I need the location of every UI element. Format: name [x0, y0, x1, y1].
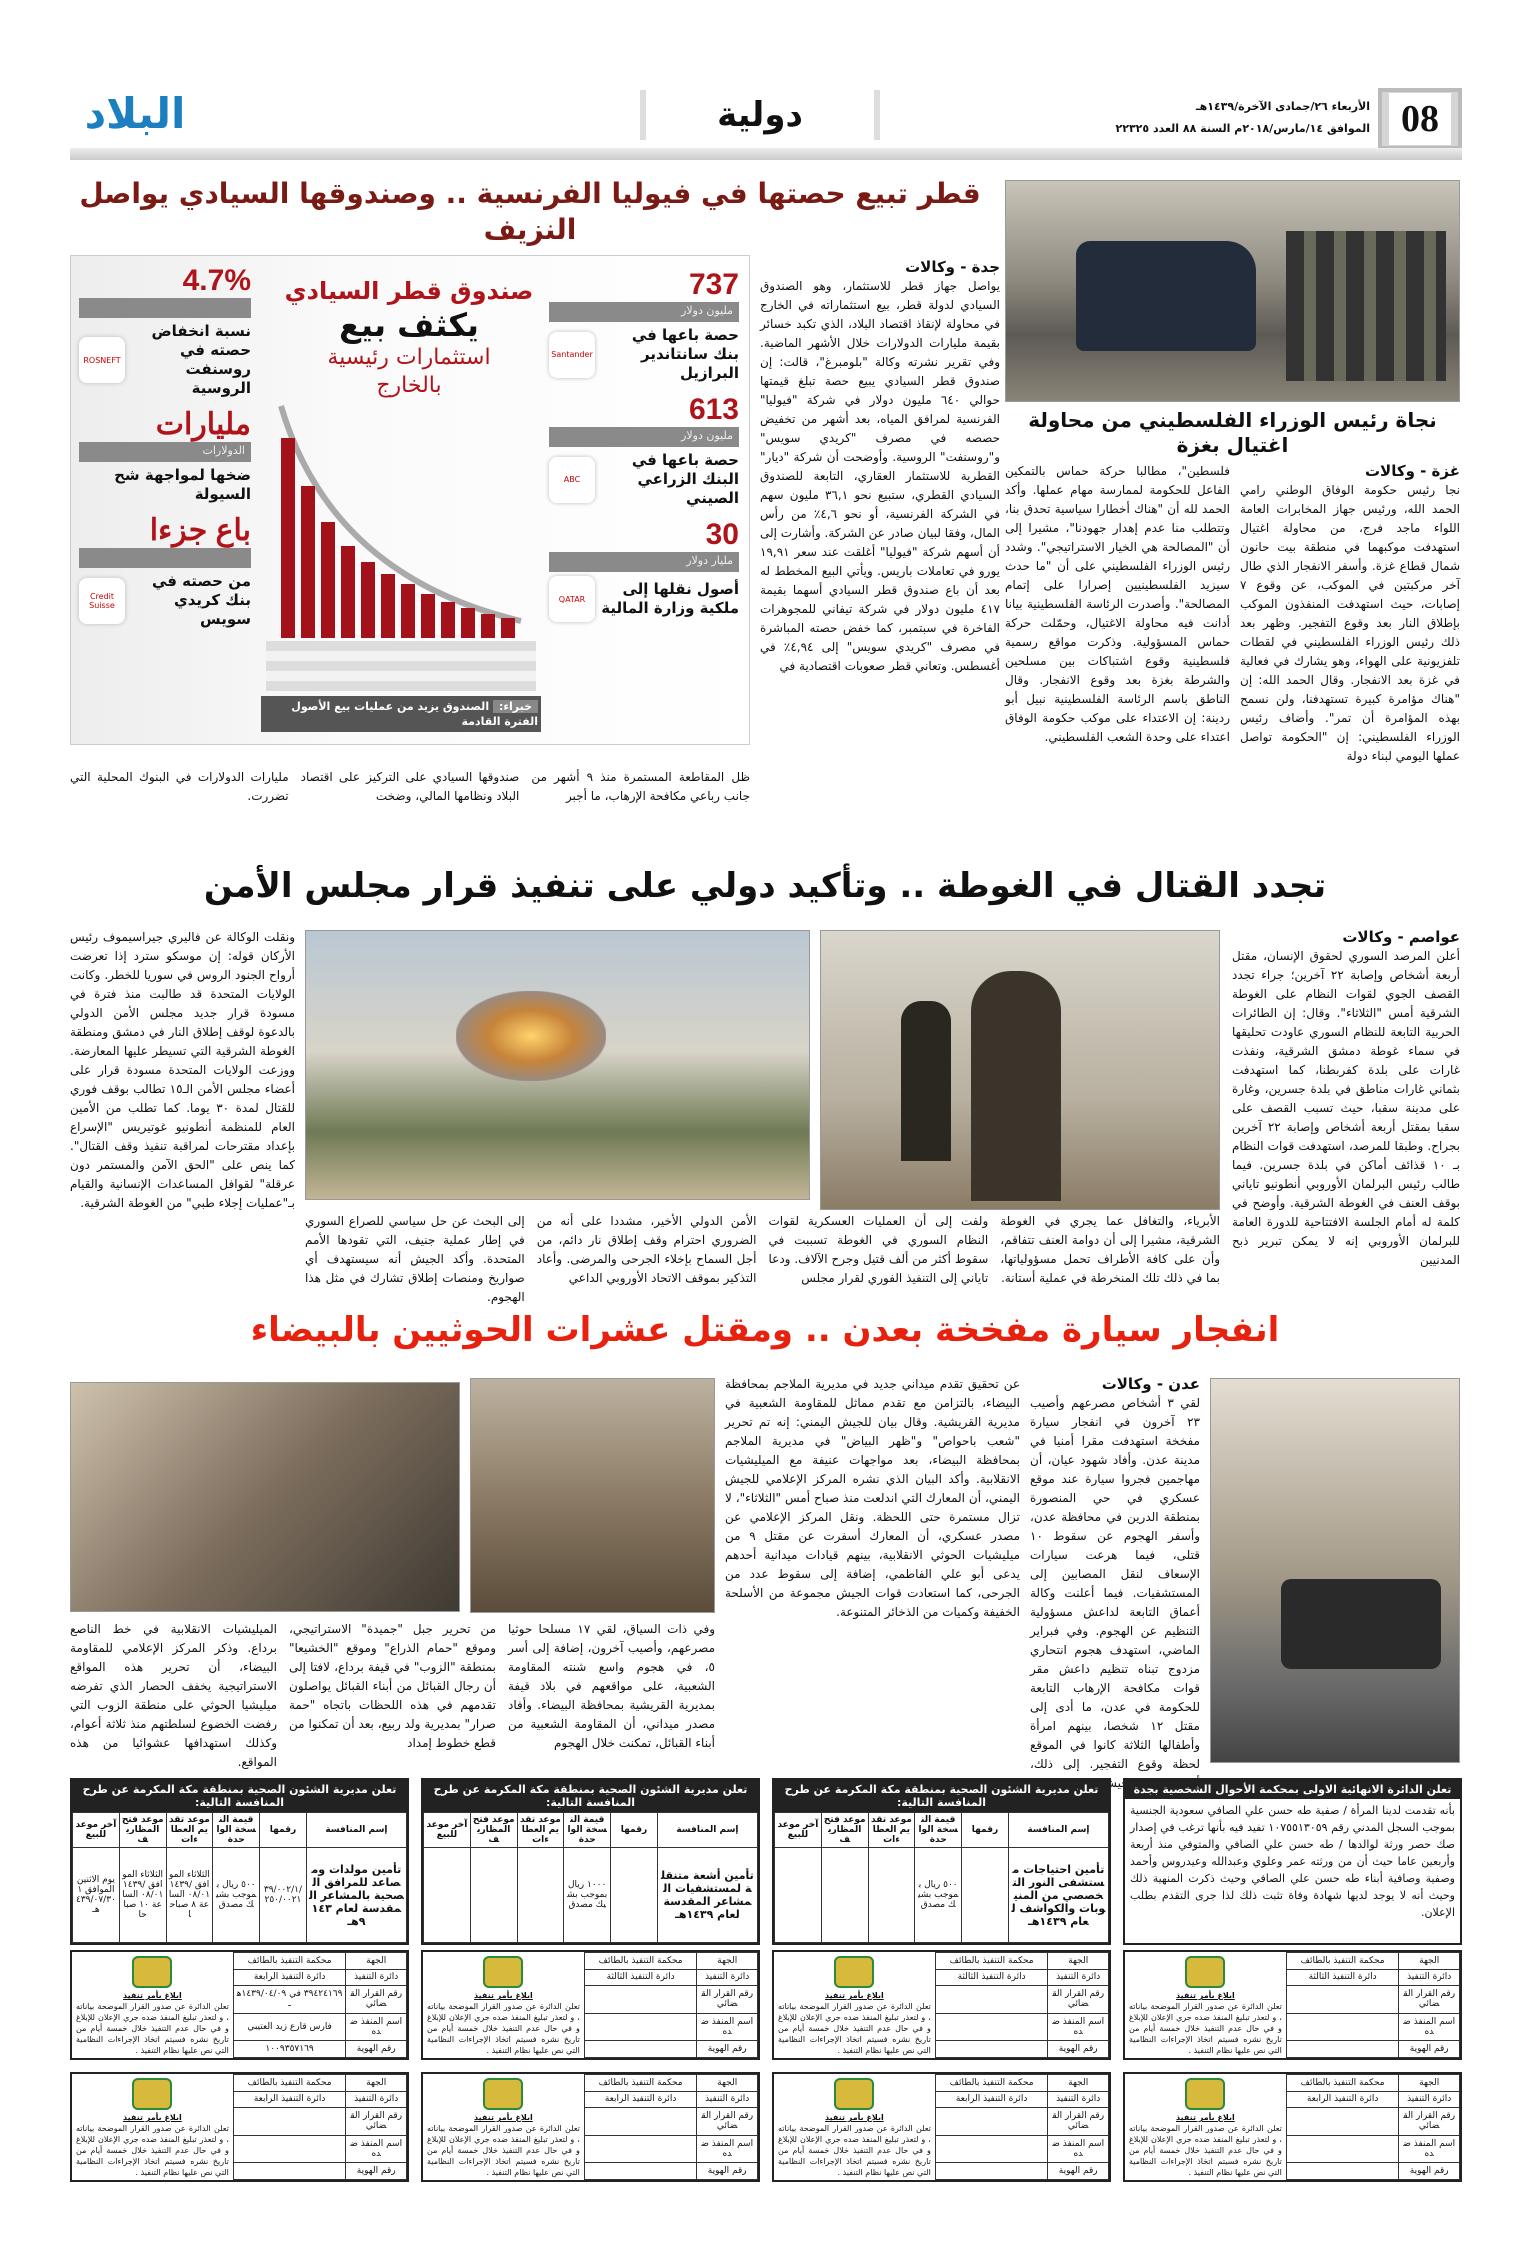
- notice-field-value: دائرة التنفيذ الرابعة: [233, 2091, 346, 2108]
- ghouta-article-right: عواصم - وكالات أعلن المرصد السوري لحقوق الإنسان، مقتل أربعة أشخاص وإصابة ٢٢ آخرين؛ جراء تجدد القصف الجوي لقوات النظام على الغوطة الشرقية أمس "الثلاثاء". وقال: إن الطائرات الحربية التابعة للنظام السوري عاودت تحليقها في سماء غوطة دمشق الشرقية، ونفذت غارات على بلدة كفربطنا، كما استهدفت بثماني غارات مناطق في بلدة جسرين، وغارة على مدينة سقبا، حيث تسبب القصف على سقبا بمقتل أربعة أشخاص وإصابة ٢٢ آخرين بجراح. وطبقا للمرصد، استهدفت قوات النظام بـ ١٠ قذائف أماكن في بلدة جسرين. فيما طالب رئيس البرلمان الأوروبي أنطونيو تاياني بوقف العنف في الغوطة الشرقية. وأوضح في كلمة له أمام الجلسة الافتتاحية للدورة العامة للبرلمان الأوروبي إنه لا يمكن تبرير ذبح المدنيين: [1232, 928, 1461, 1267]
- infographic-quote: خبراء: الصندوق يزيد من عمليات بيع الأصول الفترة القادمة: [261, 696, 541, 732]
- notice-field-value: دائرة التنفيذ الرابعة: [233, 1969, 346, 1986]
- notice-field-label: اسم المنفذ ضده: [346, 2013, 407, 2041]
- notice-title: ابلاغ بأمر تنفيذ: [474, 1991, 533, 2000]
- notice-field-label: الجهة: [1399, 2075, 1460, 2092]
- tender-column-header: قيمة النسخة الواحدة: [213, 1813, 260, 1848]
- notice-field-label: رقم الهوية: [1399, 2041, 1460, 2058]
- notice-field-label: الجهة: [1048, 1953, 1109, 1970]
- notice-field-label: اسم المنفذ ضده: [1399, 2013, 1460, 2041]
- qatar-article-bottom-col: مليارات الدولارات في البنوك المحلية التي تضررت.: [69, 770, 289, 803]
- execution-notice: [70, 1950, 409, 2060]
- tender-notice: [772, 1778, 1111, 1945]
- notice-field-label: الجهة: [1048, 2075, 1109, 2092]
- notice-field-value: دائرة التنفيذ الرابعة: [1286, 2091, 1399, 2108]
- notice-field-value: [935, 2135, 1048, 2163]
- infographic-bar: [481, 614, 495, 638]
- ghouta-article-bottom-col: إلى البحث عن حل سياسي للصراع السوري في إطار عملية جنيف، التي تقودها الأمم المتحدة. وأكد الجيش أنه سيستهدف أي صواريخ ومنصات إطلاق تشارك في مثل هذا الهجوم.: [305, 1214, 525, 1304]
- notice-field-value: ٣٩٤٢٤١٦٩ في ١٤٣٩/٠٤/٠٩هـ: [233, 1986, 346, 2014]
- infographic-stat: [79, 408, 251, 504]
- notice-text: تعلن الدائرة عن صدور القرار الموضحة بياناته ، و لتعذر تبليغ المنفذ ضده جري الإعلان للإبلاغ و في حال عدم التنفيذ خلال خمسة أيام من تاريخ نشره فسيتم اتخاذ الإجراءات النظامية التي نص عليها نظام التنفيذ .: [76, 2002, 229, 2055]
- court-seal-icon: [132, 2078, 172, 2110]
- tender-notice: [421, 1778, 760, 1945]
- notice-field-label: رقم القرار القضائي: [697, 2108, 758, 2136]
- notice-field-label: الجهة: [346, 1953, 407, 1970]
- notice-field-label: رقم القرار القضائي: [1048, 2108, 1109, 2136]
- tender-cell: [470, 1848, 517, 1943]
- tender-column-header: رقمها: [611, 1813, 658, 1848]
- tender-table: [72, 1812, 407, 1943]
- execution-notice: [70, 2072, 409, 2182]
- header-divider: [70, 148, 1462, 160]
- notice-field-label: رقم القرار القضائي: [1048, 1986, 1109, 2014]
- notice-field-label: دائرة التنفيذ: [1048, 1969, 1109, 1986]
- ghouta-article-bottom-col: الأبرياء، والتغافل عما يجري في الغوطة الشرقية، مشيرا إلى أن دوامة العنف تتفاقم، وأن على كافة الأطراف تحمل مسؤولياتها، بما في ذلك تلك المنخرطة في عملية أستانة.: [1000, 1214, 1220, 1285]
- yemen-article-col1: عدن - وكالات لقي ٣ أشخاص مصرعهم وأصيب ٢٣ آخرون في انفجار سيارة مفخخة استهدفت مقرا أمنيا في مدينة عدن. وأفاد شهود عيان، أن مهاجمين فجروا سيارة عند موقع عسكري في حي المنصورة بمنطقة الدرين في محافظة عدن، وأسفر الهجوم عن سقوط ١٠ قتلى، فيما هرعت سيارات الإسعاف لنقل المصابين إلى المستشفيات. فيما أعلنت وكالة أعماق التابعة لداعش مسؤولية التنظيم عن الهجوم. وفي فبراير الماضي، استهدف هجوم انتحاري مزدوج تبناه تنظيم داعش مقر قوات مكافحة الإرهاب التابعة للحكومة في عدن، ما أدى إلى مقتل ١٢ شخصا، بينهم امرأة وأطفالها الثلاثة كانوا في الموقع لحظة وقوع التفجير. إلى ذلك، الجيش: [1030, 1375, 1200, 1790]
- tender-column-header: موعد فتح المظاريف: [821, 1813, 868, 1848]
- court-seal-icon: [132, 1956, 172, 1988]
- tender-title: تعلن مديرية الشئون الصحية بمنطقة مكة المكرمة عن طرح المنافسة التالية:: [423, 1780, 758, 1812]
- tender-table: [774, 1812, 1109, 1943]
- notice-title: ابلاغ بأمر تنفيذ: [825, 2113, 884, 2122]
- infographic-bar: [401, 584, 415, 638]
- stat-text: من حصته في بنك كريدي سويس: [151, 572, 251, 628]
- tender-cell: ٥٠٠ ريال بموجب بشيك مصدق: [915, 1848, 962, 1943]
- qatar-article-bottom-col: صندوقها السيادي على التركيز على اقتصاد البلاد ونظامها المالي، وضخت: [300, 770, 520, 803]
- stat-unit: الدولارات: [79, 442, 251, 462]
- stat-value: 613: [688, 393, 739, 426]
- tender-title: تعلن مديرية الشئون الصحية بمنطقة مكة المكرمة عن طرح المنافسة التالية:: [72, 1780, 407, 1812]
- notice-field-label: اسم المنفذ ضده: [1399, 2135, 1460, 2163]
- tender-column-header: قيمة النسخة الواحدة: [564, 1813, 611, 1848]
- notice-field-value: فارس قارع زيد العتيبي: [233, 2013, 346, 2041]
- infographic-bar: [301, 486, 315, 638]
- notice-field-value: [935, 2108, 1048, 2136]
- tender-cell: [611, 1848, 658, 1943]
- notice-field-value: [1286, 2108, 1399, 2136]
- tender-cell: [868, 1848, 915, 1943]
- notice-field-value: [584, 2013, 697, 2041]
- infographic-bar-chart: [271, 406, 531, 641]
- notice-body: بأنه تقدمت لدينا المرأة / صفية طه حسن علي الصافي سعودية الجنسية بموجب السجل المدني رقم ١٠٧٥٥١٣٠٥٩ تفيد فيه بأنها ترغب في إصدار صك حصر ورثة لوالدها / طه حسن علي الصافي والمتوفي منذ أربعة وأربعين عاما حيث أن من ورثته عمر وعلوي وعبدالله وعيدروس وأحمد وصفية وصافية أبناء طه حسن علي الصافي وحيث ذكرت المنهية ذلك وحيث أنه لا يوجد لديها شهادة وفاة تثبت ذلك لذا جرى التقدم بطلب الإعلان.: [1130, 1804, 1455, 1919]
- infographic-stat: [79, 264, 251, 398]
- court-seal-icon: [834, 1956, 874, 1988]
- stat-unit: [79, 298, 251, 318]
- notice-field-label: رقم القرار القضائي: [1399, 1986, 1460, 2014]
- notice-text: تعلن الدائرة عن صدور القرار الموضحة بياناته ، و لتعذر تبليغ المنفذ ضده جري الإعلان للإبلاغ و في حال عدم التنفيذ خلال خمسة أيام من تاريخ نشره فسيتم اتخاذ الإجراءات النظامية التي نص عليها نظام التنفيذ .: [1129, 2002, 1282, 2055]
- notice-text: تعلن الدائرة عن صدور القرار الموضحة بياناته ، و لتعذر تبليغ المنفذ ضده جري الإعلان للإبلاغ و في حال عدم التنفيذ خلال خمسة أيام من تاريخ نشره فسيتم اتخاذ الإجراءات النظامية التي نص عليها نظام التنفيذ .: [427, 2002, 580, 2055]
- notice-field-value: [935, 2041, 1048, 2058]
- notice-field-value: [1286, 2041, 1399, 2058]
- tender-column-header: رقمها: [260, 1813, 307, 1848]
- gaza-article-col2: فلسطين"، مطالبا حركة حماس بالتمكين الفاعل للحكومة لممارسة مهام عملها. وأكد الحمد لله أن "هناك أخطارا سياسية تحدق بنا، وتتطلب منا عدم إهدار جهودنا"، مشيرا إلى أن "المصالحة هي الخيار الاستراتيجي". وشدد رئيس الوزراء الفلسطيني على أن "ما حدث سيزيد الفلسطينيين إصرارا على إتمام المصالحة". وأصدرت الرئاسة الفلسطينية بيانا أدانت فيه محاولة الاغتيال، وحمّلت حركة حماس المسؤولية. وذكرت مواقع رسمية فلسطينية وقوع اشتباكات بين مسلحين والشرطة بغزة بعد وقوع الانفجار. وقال الناطق باسم الرئاسة الفلسطينية نبيل أبو ردينة: إن الاعتداء على موكب حكومة الوفاق اعتداء على وحدة الشعب الفلسطيني.: [1005, 464, 1230, 744]
- notice-field-label: دائرة التنفيذ: [1399, 2091, 1460, 2108]
- notice-field-label: رقم القرار القضائي: [346, 2108, 407, 2136]
- notice-field-label: رقم الهوية: [697, 2041, 758, 2058]
- tender-column-header: موعد فتح المظاريف: [119, 1813, 166, 1848]
- yemen-article-bottom-col: الميليشيات الانقلابية في خط الناصع برداع. وذكر المركز الإعلامي للمقاومة البيضاء، أن تحرير هذه المواقع الاستراتيجية يخفف الحصار الذي تفرضه ميليشيا الحوثي على منطقة الزوب التي رفضت الخضوع لسلطتهم منذ ثلاثة أعوام، وكذلك استهدافها عشوائيا من هذه المواقع.: [70, 1622, 277, 1769]
- notice-field-label: اسم المنفذ ضده: [1048, 2135, 1109, 2163]
- company-logo-icon: QATAR: [549, 576, 595, 622]
- ghouta-article-bottom-col: الأمن الدولي الأخير، مشددا على أنه من الضروري احترام وقف إطلاق نار دائم، من أجل السماح بإخلاء الجرحى والمرضى. وأعاد التذكير بموقف الاتحاد الأوروبي الداعي: [536, 1214, 757, 1285]
- tender-notice: [70, 1778, 409, 1945]
- infographic-title: صندوق قطر السيادي: [284, 277, 534, 305]
- stat-text: ضخها لمواجهة شح السيولة: [114, 466, 251, 503]
- notice-field-value: [935, 2163, 1048, 2180]
- personal-status-notice: [1123, 1778, 1462, 1945]
- gaza-article-col1: غزة - وكالات نجا رئيس حكومة الوفاق الوطني رامي الحمد الله، ورئيس جهاز المخابرات العامة اللواء ماجد فرج، من محاولة اغتيال استهدفت موكبهما في منطقة بيت حانون شمال قطاع غزة. وأسفر الانفجار الذي طال آخر مركبتين في الموكب، عن وقوع ٧ إصابات، حيث استهدفت المنفذون الموكب بإطلاق النار بعد وقوع التفجير. وظهر بعد ذلك رئيس الوزراء الفلسطيني في لقطات تلفزيونية على الهواء، وهو يشارك في فعالية في غزة بعد الانفجار. وقال الحمد الله: إن "هناك مؤامرة كبيرة تستهدفنا، ولن نسمح بهذه المؤامرة أن تمر". وأضاف رئيس الوزراء الفلسطيني: إن "الحكومة تواصل عملها اليومي لبناء دولة: [1240, 462, 1460, 763]
- notice-field-label: دائرة التنفيذ: [346, 2091, 407, 2108]
- tender-column-header: موعد فتح المظاريف: [470, 1813, 517, 1848]
- aden-blast-photo: [1210, 1378, 1460, 1763]
- court-seal-icon: [483, 2078, 523, 2110]
- notice-text: تعلن الدائرة عن صدور القرار الموضحة بياناته ، و لتعذر تبليغ المنفذ ضده جري الإعلان للإبلاغ و في حال عدم التنفيذ خلال خمسة أيام من تاريخ نشره فسيتم اتخاذ الإجراءات النظامية التي نص عليها نظام التنفيذ .: [778, 2124, 931, 2177]
- notice-field-label: رقم الهوية: [346, 2041, 407, 2058]
- infographic-title-4: بالخارج: [376, 373, 442, 398]
- execution-notice: [1123, 1950, 1462, 2060]
- ghouta-article-left: ونقلت الوكالة عن فاليري جيراسيموف رئيس الأركان قوله: إن موسكو سترد إذا تعرضت أرواح الجنود الروس في سوريا للخطر. وكانت الولايات المتحدة قد طالبت منذ فترة في مسودة قرار جديد مجلس الأمن الدولي بالدعوة لوقف إطلاق النار في دمشق ومنطقة الغوطة الشرقية التي تسيطر عليها المعارضة. ووزعت الولايات المتحدة مسودة قرار على أعضاء مجلس الأمن الـ١٥ تطالب بوقف فوري للقتال لمدة ٣٠ يوما. كما تطلب من الأمين العام للمنظمة أنطونيو غوتيريس "الإسراع بإعداد مقترحات لمراقبة تنفيذ وقف القتال". كما ينص على "الحق الآمن والمستمر دون عرقلة" لقوافل المساعدات الإنسانية والقيام بـ"عمليات إجلاء طبي" من الغوطة الشرقية.: [70, 930, 295, 1210]
- qatar-article: جدة - وكالات يواصل جهاز قطر للاستثمار، وهو الصندوق السيادي لدولة قطر، بيع استثماراته في الخارج في محاولة لإنقاذ اقتصاد البلاد، الذي تكبد خسائر بقيمة مليارات الدولارات خلال الأشهر الماضية. وفي تقرير نشرته وكالة "بلومبرغ"، قالت: إن صندوق قطر السيادي يبيع حصة تبلغ قيمتها حوالي ٦٤٠ مليون دولار في شركة "فيوليا" الفرنسية لمرافق المياه، بعد أشهر من تخفيض حصصه في مصرف "كريدي سويس" و"روسنفت" الروسية. وأوضحت أن شركة "ديار" القطرية للاستثمار العقاري، التابعة للصندوق السيادي القطري، ستبيع نحو ٣٦,١ مليون سهم في الشركة الفرنسية، أو نحو ٤,٦٪ من رأس المال، وفقا لبيان صادر عن الشركة. وأشارت إلى أن أسهم شركة "فيوليا" أغلقت عند سعر ١٩,٩١ يورو في تعاملات باريس. ويأتي البيع المخطط له بعد أن باع صندوق قطر السيادي أسهما بقيمة ٤١٧ مليون دولار في شركة تيفاني للمجوهرات الفاخرة في سبتمبر، كما خفض حصته المباشرة في مصرف "كريدي سويس" إلى ٤,٩٤٪ في أغسطس. وتعاني قطر صعوبات اقتصادية في: [760, 258, 1000, 673]
- infographic-bar: [281, 438, 295, 638]
- notice-field-value: [233, 2135, 346, 2163]
- yemen-article-col2: عن تحقيق تقدم ميداني جديد في مديرية الملاجم بمحافظة البيضاء، بالتزامن مع تقدم مماثل للمقاومة الشعبية في مديرية القريشية. وقال بيان للجيش اليمني: إنه تم تحرير "شعب باحواص" و"ظهر البياض" في مديرية الملاجم بمحافظة البيضاء، بعد مواجهات عنيفة مع الميليشيات الانقلابية. وأكد البيان الذي نشره المركز الإعلامي للجيش اليمني، أن المعارك التي اندلعت منذ صباح أمس "الثلاثاء"، لا تزال مستمرة حتى اللحظة. ونقل المركز الإعلامي عن مصدر عسكري، أن المعارك أسفرت عن مقتل ٩ من ميليشيات الحوثي الانقلابية، بينهم قيادات ميدانية أحدهم يدعى أبو علي الفاطمي، إضافة إلى سقوط عدد من الجرحى، كما استعادت قوات الجيش مجموعة من الأسلحة الخفيفة وكميات من الذخائر المتنوعة.: [725, 1377, 1020, 1619]
- notice-field-label: رقم القرار القضائي: [346, 1986, 407, 2014]
- stat-value: باع جزءا: [149, 514, 251, 547]
- tender-table: [423, 1812, 758, 1943]
- infographic-bar: [321, 522, 335, 638]
- yemen-headline: انفجار سيارة مفخخة بعدن .. ومقتل عشرات الحوثيين بالبيضاء: [250, 1310, 1280, 1350]
- qatar-infographic: [70, 255, 750, 745]
- notice-field-value: [584, 2135, 697, 2163]
- notice-field-label: دائرة التنفيذ: [1399, 1969, 1460, 1986]
- tender-cell: [821, 1848, 868, 1943]
- execution-notice: [421, 1950, 760, 2060]
- notice-field-value: دائرة التنفيذ الرابعة: [935, 2091, 1048, 2108]
- tender-cell: [775, 1848, 822, 1943]
- court-seal-icon: [483, 1956, 523, 1988]
- infographic-stat: [549, 268, 739, 383]
- notice-field-value: دائرة التنفيذ الرابعة: [584, 2091, 697, 2108]
- execution-notice: [421, 2072, 760, 2182]
- tender-cell: يوم الاثنين الموافق ١٤٣٩/٠٧/٣٠هـ: [73, 1848, 120, 1943]
- notice-field-value: [233, 2108, 346, 2136]
- gaza-headline: نجاة رئيس الوزراء الفلسطيني من محاولة اغتيال بغزة: [1028, 408, 1437, 457]
- qatar-article-bottom-col: ظل المقاطعة المستمرة منذ ٩ أشهر من جانب رباعي مكافحة الإرهاب، ما أجبر: [531, 770, 751, 803]
- tender-cell: [424, 1848, 471, 1943]
- houthi-casualties-photo: [70, 1382, 460, 1612]
- newspaper-logo: البلاد: [84, 89, 186, 138]
- notice-field-label: اسم المنفذ ضده: [1048, 2013, 1109, 2041]
- notice-field-value: [1286, 2163, 1399, 2180]
- tender-column-header: آخر موعد للبيع: [424, 1813, 471, 1848]
- notice-field-label: اسم المنفذ ضده: [346, 2135, 407, 2163]
- notice-field-value: [935, 1986, 1048, 2014]
- notice-field-label: دائرة التنفيذ: [1048, 2091, 1109, 2108]
- notice-field-label: دائرة التنفيذ: [346, 1969, 407, 1986]
- notice-field-value: [584, 1986, 697, 2014]
- tender-cell: تأمين احتياجات مستشفى النور التخصصي من المنيوبات والكواشف لعام ١٤٣٩هـ: [1008, 1848, 1108, 1943]
- tender-column-header: رقمها: [962, 1813, 1009, 1848]
- tender-column-header: موعد تقديم العطاءات: [868, 1813, 915, 1848]
- notice-field-value: [1286, 2135, 1399, 2163]
- company-logo-icon: Credit Suisse: [79, 578, 125, 624]
- tender-cell: تأمين أشعة متنقلة لمستشفيات المشاعر المقدسة لعام ١٤٣٩هـ: [657, 1848, 757, 1943]
- notice-text: تعلن الدائرة عن صدور القرار الموضحة بياناته ، و لتعذر تبليغ المنفذ ضده جري الإعلان للإبلاغ و في حال عدم التنفيذ خلال خمسة أيام من تاريخ نشره فسيتم اتخاذ الإجراءات النظامية التي نص عليها نظام التنفيذ .: [76, 2124, 229, 2177]
- notice-field-label: رقم القرار القضائي: [1399, 2108, 1460, 2136]
- ghouta-headline: تجدد القتال في الغوطة .. وتأكيد دولي على تنفيذ قرار مجلس الأمن: [203, 866, 1327, 906]
- notice-field-value: محكمة التنفيذ بالطائف: [233, 2075, 346, 2092]
- notice-field-value: [233, 2163, 346, 2180]
- tender-cell: ٥٠٠ ريال بموجب بشيك مصدق: [213, 1848, 260, 1943]
- infographic-bar: [361, 562, 375, 638]
- tender-column-header: إسم المنافسة: [306, 1813, 406, 1848]
- tender-column-header: آخر موعد للبيع: [775, 1813, 822, 1848]
- yemen-article-bottom-col: وفي ذات السياق، لقي ١٧ مسلحا حوثيا مصرعهم، وأصيب آخرون، إضافة إلى أسر ٥، في هجوم واسع شنته المقاومة الشعبية، على مواقعهم في بلاد قيفة بمديرية القريشية بمحافظة البيضاء. وأفاد مصدر ميداني، أن المقاومة الشعبية من أبناء القبائل، تمكنت خلال الهجوم: [508, 1622, 715, 1750]
- stat-value: مليارات: [155, 408, 251, 441]
- infographic-bar: [381, 574, 395, 638]
- notice-field-label: الجهة: [697, 1953, 758, 1970]
- infographic-bar: [461, 608, 475, 638]
- notice-field-value: محكمة التنفيذ بالطائف: [584, 1953, 697, 1970]
- houthi-position-photo: [470, 1378, 715, 1613]
- notice-field-value: محكمة التنفيذ بالطائف: [1286, 1953, 1399, 1970]
- stat-text: حصة باعها في البنك الزراعي الصيني: [631, 451, 739, 507]
- execution-notice: [1123, 2072, 1462, 2182]
- stat-value: 737: [688, 268, 739, 301]
- notice-field-label: رقم الهوية: [1399, 2163, 1460, 2180]
- notice-field-label: الجهة: [697, 2075, 758, 2092]
- notice-field-value: ١٠٠٩٣٥٧١٦٩: [233, 2041, 346, 2058]
- notice-field-value: [584, 2041, 697, 2058]
- stat-unit: مليون دولار: [549, 427, 739, 447]
- notice-field-label: اسم المنفذ ضده: [697, 2135, 758, 2163]
- notice-field-label: دائرة التنفيذ: [697, 1969, 758, 1986]
- execution-notice: [772, 1950, 1111, 2060]
- notice-title: ابلاغ بأمر تنفيذ: [825, 1991, 884, 2000]
- tender-column-header: موعد تقديم العطاءات: [166, 1813, 213, 1848]
- tender-cell: ١٠٠٠ ريال بموجب بشيك مصدق: [564, 1848, 611, 1943]
- stat-text: أصول نقلها إلى ملكية وزارة المالية: [601, 580, 739, 617]
- notice-field-value: دائرة التنفيذ الثالثة: [1286, 1969, 1399, 1986]
- notice-field-label: دائرة التنفيذ: [697, 2091, 758, 2108]
- notice-field-value: محكمة التنفيذ بالطائف: [233, 1953, 346, 1970]
- yemen-article-bottom-col: من تحرير جبل "جميدة" الاستراتيجي، وموقع "حمام الذراع" وموقع "الخشيعا" بمنطقة "الزوب" في قيفة برداع، لافتا إلى أن رجال القبائل من أبناء القبائل يواصلون تقدمهم في هذه اللحظات باتجاه "حمة صرار" بمديرية ولد ربيع، بعد أن تمكنوا من قطع خطوط إمداد: [289, 1622, 496, 1750]
- infographic-bar: [341, 546, 355, 638]
- infographic-table: [266, 641, 536, 691]
- notice-title: ابلاغ بأمر تنفيذ: [1176, 2113, 1235, 2122]
- ghouta-article-bottom-col: ولفت إلى أن العمليات العسكرية لقوات النظام السوري في الغوطة تسببت في سقوط أكثر من ألف قتيل وجرح الآلاف. ودعا تاياني إلى التنفيذ الفوري لقرار مجلس: [768, 1214, 989, 1285]
- tender-column-header: آخر موعد للبيع: [73, 1813, 120, 1848]
- page-number: 08: [1378, 88, 1462, 150]
- company-logo-icon: ABC: [549, 457, 595, 503]
- issue-date: الأربعاء ٢٦/جمادى الآخرة/١٤٣٩هـ الموافق ١٤/مارس/٢٠١٨م السنة ٨٨ العدد ٢٢٣٢٥: [1115, 100, 1370, 135]
- notice-field-label: رقم الهوية: [697, 2163, 758, 2180]
- section-title: دولية: [640, 90, 880, 140]
- tender-cell: ٣٩/٠٠٢/١/٢٥٠/٠٠٢١: [260, 1848, 307, 1943]
- ghouta-explosion-photo: [305, 930, 810, 1200]
- infographic-stat: [549, 393, 739, 508]
- notice-field-label: اسم المنفذ ضده: [697, 2013, 758, 2041]
- notice-field-value: [1286, 1986, 1399, 2014]
- infographic-title-3: استثمارات رئيسية: [327, 345, 491, 370]
- stat-text: حصة باعها في بنك سانتاندير البرازيل: [631, 326, 739, 382]
- tender-column-header: قيمة النسخة الواحدة: [915, 1813, 962, 1848]
- tender-cell: [962, 1848, 1009, 1943]
- court-seal-icon: [1185, 1956, 1225, 1988]
- notice-field-label: رقم القرار القضائي: [697, 1986, 758, 2014]
- tender-cell: الثلاثاء الموافق ١٤٣٩/٠٨/٠١ الساعة ٨ صباحا: [166, 1848, 213, 1943]
- notice-field-label: الجهة: [1399, 1953, 1460, 1970]
- infographic-stat: [79, 514, 251, 629]
- notice-title: ابلاغ بأمر تنفيذ: [123, 1991, 182, 2000]
- notice-field-value: محكمة التنفيذ بالطائف: [935, 1953, 1048, 1970]
- qatar-headline: قطر تبيع حصتها في فيوليا الفرنسية .. وصندوقها السيادي يواصل النزيف: [79, 177, 981, 246]
- notice-field-value: [584, 2163, 697, 2180]
- notice-field-value: دائرة التنفيذ الثالثة: [935, 1969, 1048, 1986]
- notice-field-value: محكمة التنفيذ بالطائف: [584, 2075, 697, 2092]
- infographic-bar: [421, 594, 435, 638]
- infographic-stat: [549, 518, 739, 622]
- stat-value: 30: [705, 518, 739, 551]
- notice-field-value: محكمة التنفيذ بالطائف: [935, 2075, 1048, 2092]
- tender-cell: تأمين مولدات ومصاعد للمرافق الصحية بالمشاعر المقدسة لعام ١٤٣٩هـ: [306, 1848, 406, 1943]
- notice-field-label: رقم الهوية: [1048, 2041, 1109, 2058]
- notice-text: تعلن الدائرة عن صدور القرار الموضحة بياناته ، و لتعذر تبليغ المنفذ ضده جري الإعلان للإبلاغ و في حال عدم التنفيذ خلال خمسة أيام من تاريخ نشره فسيتم اتخاذ الإجراءات النظامية التي نص عليها نظام التنفيذ .: [1129, 2124, 1282, 2177]
- tender-cell: الثلاثاء الموافق ١٤٣٩/٠٨/٠١ الساعة ١٠ صباحا: [119, 1848, 166, 1943]
- notice-title: ابلاغ بأمر تنفيذ: [123, 2113, 182, 2122]
- stat-unit: مليار دولار: [549, 552, 739, 572]
- company-logo-icon: ROSNEFT: [79, 337, 125, 383]
- notice-field-label: رقم الهوية: [346, 2163, 407, 2180]
- infographic-bar: [441, 602, 455, 638]
- syria-fighters-photo: [820, 930, 1220, 1210]
- notice-field-label: الجهة: [346, 2075, 407, 2092]
- tender-cell: [517, 1848, 564, 1943]
- infographic-bar: [501, 618, 515, 638]
- notice-field-label: رقم الهوية: [1048, 2163, 1109, 2180]
- tender-title: تعلن مديرية الشئون الصحية بمنطقة مكة المكرمة عن طرح المنافسة التالية:: [774, 1780, 1109, 1812]
- stat-unit: [79, 548, 251, 568]
- notice-field-value: محكمة التنفيذ بالطائف: [1286, 2075, 1399, 2092]
- notice-field-value: [935, 2013, 1048, 2041]
- stat-text: نسبة انخفاض حصته في روسنفت الروسية: [151, 322, 251, 397]
- gaza-car-photo: [1005, 180, 1460, 402]
- notice-title: ابلاغ بأمر تنفيذ: [1176, 1991, 1235, 2000]
- tender-column-header: إسم المنافسة: [1008, 1813, 1108, 1848]
- tender-column-header: موعد تقديم العطاءات: [517, 1813, 564, 1848]
- tender-column-header: إسم المنافسة: [657, 1813, 757, 1848]
- notice-title: ابلاغ بأمر تنفيذ: [474, 2113, 533, 2122]
- infographic-title-2: يكثف بيع: [339, 306, 479, 344]
- stat-unit: مليون دولار: [549, 302, 739, 322]
- court-seal-icon: [1185, 2078, 1225, 2110]
- notice-field-value: [584, 2108, 697, 2136]
- notice-field-value: دائرة التنفيذ الثالثة: [584, 1969, 697, 1986]
- court-seal-icon: [834, 2078, 874, 2110]
- company-logo-icon: Santander: [549, 332, 595, 378]
- execution-notice: [772, 2072, 1111, 2182]
- notice-title: تعلن الدائرة الانهائية الاولى بمحكمة الأحوال الشخصية بجدة: [1125, 1780, 1460, 1799]
- notice-text: تعلن الدائرة عن صدور القرار الموضحة بياناته ، و لتعذر تبليغ المنفذ ضده جري الإعلان للإبلاغ و في حال عدم التنفيذ خلال خمسة أيام من تاريخ نشره فسيتم اتخاذ الإجراءات النظامية التي نص عليها نظام التنفيذ .: [427, 2124, 580, 2177]
- notice-text: تعلن الدائرة عن صدور القرار الموضحة بياناته ، و لتعذر تبليغ المنفذ ضده جري الإعلان للإبلاغ و في حال عدم التنفيذ خلال خمسة أيام من تاريخ نشره فسيتم اتخاذ الإجراءات النظامية التي نص عليها نظام التنفيذ .: [778, 2002, 931, 2055]
- stat-value: 4.7%: [182, 264, 251, 297]
- notice-field-value: [1286, 2013, 1399, 2041]
